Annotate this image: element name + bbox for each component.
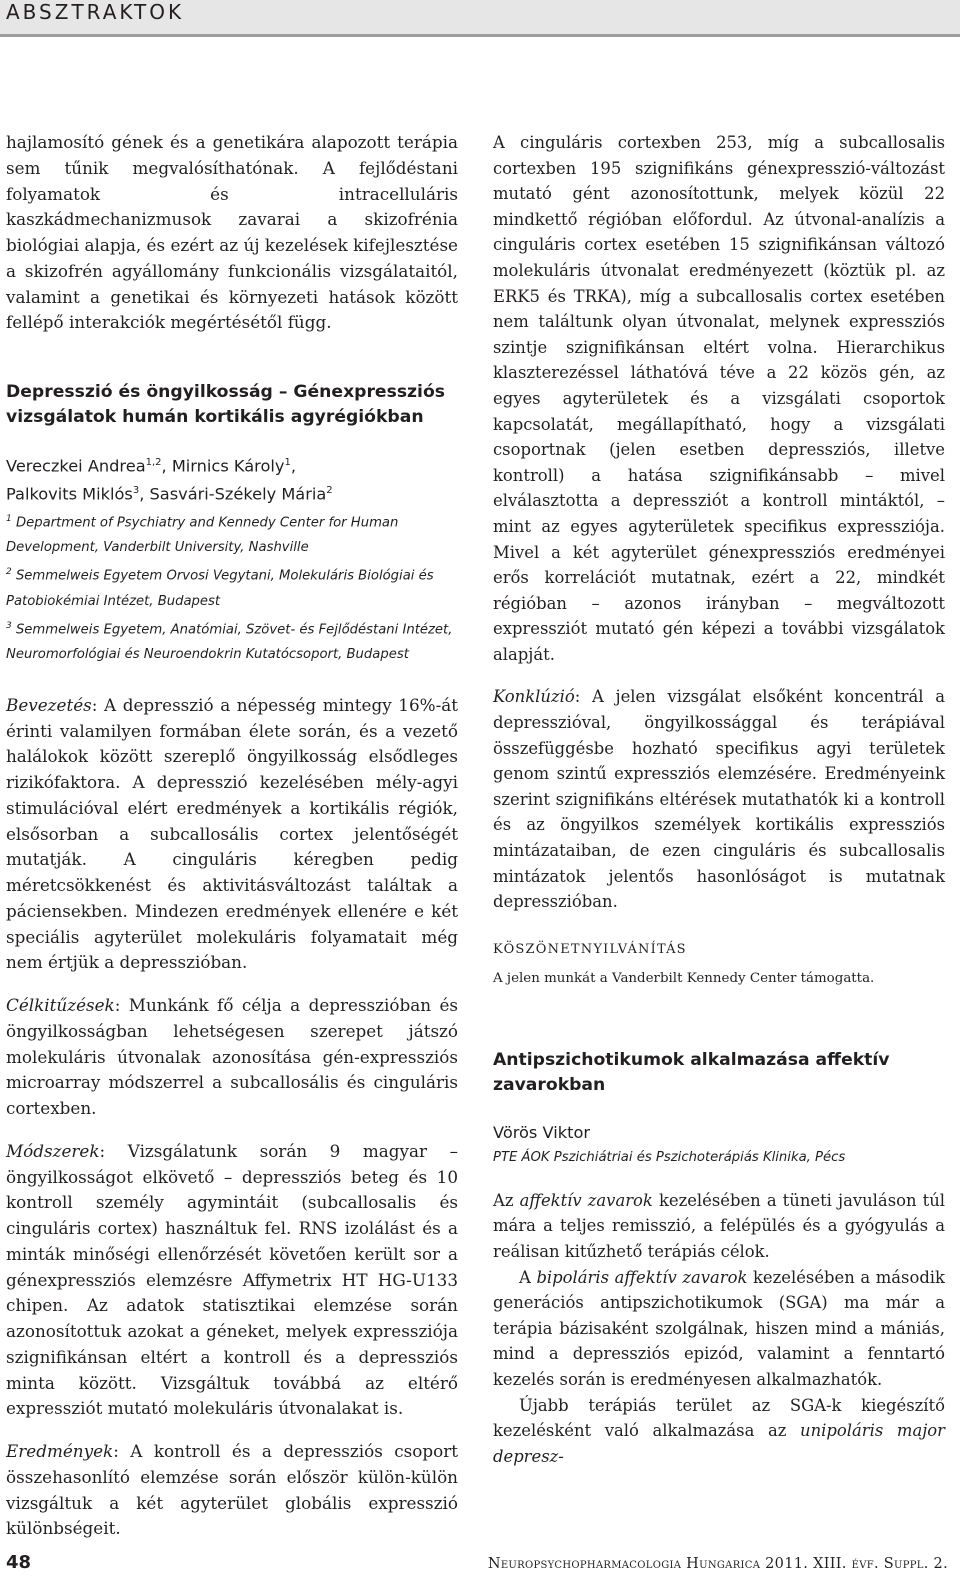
left-column bbox=[6, 130, 458, 1559]
right-column-content bbox=[493, 2, 945, 1469]
methods-paragraph: Módszerek: Vizsgálatunk során 9 magyar – öngyilkosságot elkövető – depressziós beteg és 10 kontroll személy agymintáit (subcallosalis és cinguláris cortex) használtuk fel. RNS izolálást és a minták minőségi ellenőrzését követően került sor a génexpressziós elemzésre Affymetrix HT HG-U133 chipen. Az adatok statisztikai elemzése során azonosítottuk azokat a géneket, melyek expressziója szignifikánsan eltért a kontroll és a depressziós minta között. Vizsgáltuk továbbá az eltérő expressziót mutató molekuláris útvonalakat is. bbox=[6, 1140, 458, 1419]
section-title: ABSZTRAKTOK bbox=[6, 0, 185, 24]
results-paragraph: Eredmények: A kontroll és a depressziós csoport összehasonlító elemzése során először külön-külön vizsgáltuk a két agyterület globális expresszió különbségeit. bbox=[6, 1441, 458, 1539]
page-number: 48 bbox=[6, 1552, 32, 1573]
author-list: Vereczkei Andrea$^{1,2}$, Mirnics Károly$^1$, Palkovits Miklós$^3$, Sasvári-Székely Mária$^2$ bbox=[6, 456, 333, 504]
author-name: Vereczkei Andrea bbox=[6, 456, 146, 476]
abstract-title: Antipszichotikumok alkalmazása affektív zavarokban bbox=[493, 1049, 890, 1095]
introduction-paragraph: Bevezetés: A depresszió a népesség mintegy 16%-át érinti valamilyen formában élete során, és a vezető halálokok között szereplő öngyilkosság elsődleges rizikófaktora. A depresszió kezelésében mély-agyi stimulációval elért eredmények a kortikális régiók, elsősorban a subcallosális cortex jelentőségét mutatják. A cinguláris kéregben pedig méretcsökkenést és aktivitásváltozást találtak a páciensekben. Mindezen eredmények ellenére e két speciális agyterület molekuláris folyamatait még nem értjük a depresszióban. bbox=[6, 694, 458, 973]
acknowledgement-text: A jelen munkát a Vanderbilt Kennedy Center támogatta. bbox=[493, 970, 875, 986]
intro-paragraph: hajlamosító gének és a genetikára alapozott terápia sem tűnik megvalósíthatónak. A fejlődéstani folyamatok és intracelluláris kaszkádmechanizmusok zavarai a skizofrénia biológiai alapja, és ezért az új kezelések kifejlesztése a skizofrén agyállomány funkcionális vizsgálataitól, valamint a genetikai és környezeti hatások között fellépő interakciók megértésétől függ. bbox=[6, 132, 458, 333]
acknowledgement-heading: KÖSZÖNETNYILVÁNÍTÁS bbox=[493, 941, 687, 957]
author-name: Palkovits Miklós bbox=[6, 484, 133, 504]
conclusion-paragraph: Konklúzió: A jelen vizsgálat elsőként koncentrál a depresszióval, öngyilkossággal és terápiával összefüggésbe hozható specifikus agyi területek genom szintű expressziós elemzésére. Eredményeink szerint szignifikáns eltérések mutathatók ki a kontroll és az öngyilkos személyek kortikális expressziós mintázataiban, de ezen cinguláris és subcallosalis mintázatok jelentős hasonlóságot is mutatnak depresszióban. bbox=[493, 687, 945, 912]
abstract-paragraph: Az affektív zavarok kezelésében a tüneti javuláson túl mára a teljes remisszió, a felépülés és a gyógyulás a reálisan kitűzhető terápiás célok. bbox=[493, 1190, 946, 1261]
affiliation: $^3$ Semmelweis Egyetem, Anatómiai, Szövet- és Fejlődéstani Intézet, Neuromorfológiai és Neuroendokrin Kutatócsoport, Budapest bbox=[6, 620, 453, 662]
results-continued: A cinguláris cortexben 253, míg a subcallosalis cortexben 195 szignifikáns génexpresszió-változást mutató gént azonosítottunk, melyek közül 22 mindkettő régióban előfordul. Az útvonal-analízis a cinguláris cortex esetében 15 szignifikánsan változó molekuláris útvonalat eredményezett (köztük pl. az ERK5 és TRKA), míg a subcallosalis cortex esetében nem találtunk olyan útvonalat, melynek expressziós szintje szignifikánsan eltért volna. Hierarchikus klaszterezéssel láthatóvá téve a 22 közös gén, az egyes agyterületek és a vizsgálati csoportok kapcsolatát, megállapítható, hogy a vizsgálati csoportnak (jelen esetben depressziós, illetve kontroll) a hatása szignifikánsabb – mivel elválasztotta a depressziót a kontroll mintáktól, – mint az egyes agyterületek specifikus expressziója. Mivel a két agyterület génexpressziós eredményei erős korrelációt mutatnak, ezért a 22, mindkét régióban – azonos irányban – megváltozott expressziót mutató gén képezi a további vizsgálatok alapját. bbox=[493, 133, 945, 664]
affiliation: $^2$ Semmelweis Egyetem Orvosi Vegytani, Molekuláris Biológiai és Patobiokémiai Intézet, Budapest bbox=[6, 567, 434, 609]
affiliation: PTE ÁOK Pszichiátriai és Pszichoterápiás Klinika, Pécs bbox=[493, 1149, 846, 1165]
abstract-title: Depresszió és öngyilkosság – Génexpressziós vizsgálatok humán kortikális agyrégiókban bbox=[6, 382, 445, 427]
author-name: Sasvári-Székely Mária bbox=[149, 484, 327, 504]
abstract-paragraph: A bipoláris affektív zavarok kezelésében a második generációs antipszichotikumok (SGA) ma már a terápia bázisaként szolgálnak, hiszen mind a mániás, mind a depressziós epizód, valamint a fenntartó kezelés során is eredményesen alkalmazhatók. bbox=[493, 1267, 945, 1389]
abstract-paragraph: Újabb terápiás terület az SGA-k kiegészítő kezelésként való alkalmazása az unipoláris major depresz- bbox=[493, 1395, 945, 1466]
author-name: Vörös Viktor bbox=[493, 1122, 590, 1142]
journal-citation: Neuropsychopharmacologia Hungarica 2011. XIII. évf. Suppl. 2. bbox=[487, 1556, 948, 1572]
objectives-paragraph: Célkitűzések: Munkánk fő célja a depresszióban és öngyilkosságban lehetségesen szerepet játszó molekuláris útvonalak azonosítása gén-expressziós microarray módszerrel a subcallosális és cinguláris cortexben. bbox=[6, 995, 458, 1119]
affiliation: $^1$ Department of Psychiatry and Kennedy Center for Human Development, Vanderbilt University, Nashville bbox=[6, 513, 399, 556]
author-name: Mirnics Károly bbox=[171, 456, 285, 476]
